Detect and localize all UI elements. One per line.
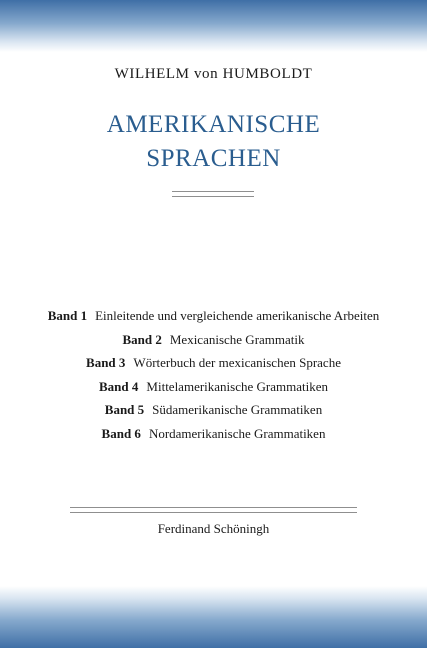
bottom-color-band xyxy=(0,586,427,648)
volume-item xyxy=(0,304,427,328)
volume-number: Band 5 xyxy=(104,402,145,417)
volume-number: Band 4 xyxy=(99,378,139,394)
author-name: WILHELM von HUMBOLDT xyxy=(114,66,313,82)
title-line-2: SPRACHEN xyxy=(146,145,281,172)
volume-title: Wörterbuch der mexicanischen Sprache xyxy=(133,355,341,370)
publisher-divider xyxy=(70,507,357,513)
volume-title: Einleitende und vergleichende amerikanische Arbeiten xyxy=(95,308,380,323)
volume-title: Südamerikanische Grammatiken xyxy=(152,402,323,417)
title-line-1: AMERIKANISCHE xyxy=(106,111,321,138)
volume-item xyxy=(0,351,427,375)
volume-title: Mittelamerikanische Grammatiken xyxy=(146,378,328,394)
volume-title: Mexicanische Grammatik xyxy=(169,331,305,347)
volume-item xyxy=(0,398,427,422)
volume-number: Band 1 xyxy=(47,308,88,323)
volume-title: Nordamerikanische Grammatiken xyxy=(148,425,326,441)
volume-item xyxy=(0,328,427,352)
volume-item xyxy=(0,422,427,446)
volume-number: Band 6 xyxy=(101,425,141,441)
volume-number: Band 3 xyxy=(86,355,126,370)
title-divider xyxy=(172,191,254,197)
book-title xyxy=(0,108,427,176)
volume-number: Band 2 xyxy=(122,331,162,347)
volume-list xyxy=(0,304,427,445)
top-color-band xyxy=(0,0,427,52)
volume-item xyxy=(0,375,427,399)
publisher-name: Ferdinand Schöningh xyxy=(157,521,270,536)
